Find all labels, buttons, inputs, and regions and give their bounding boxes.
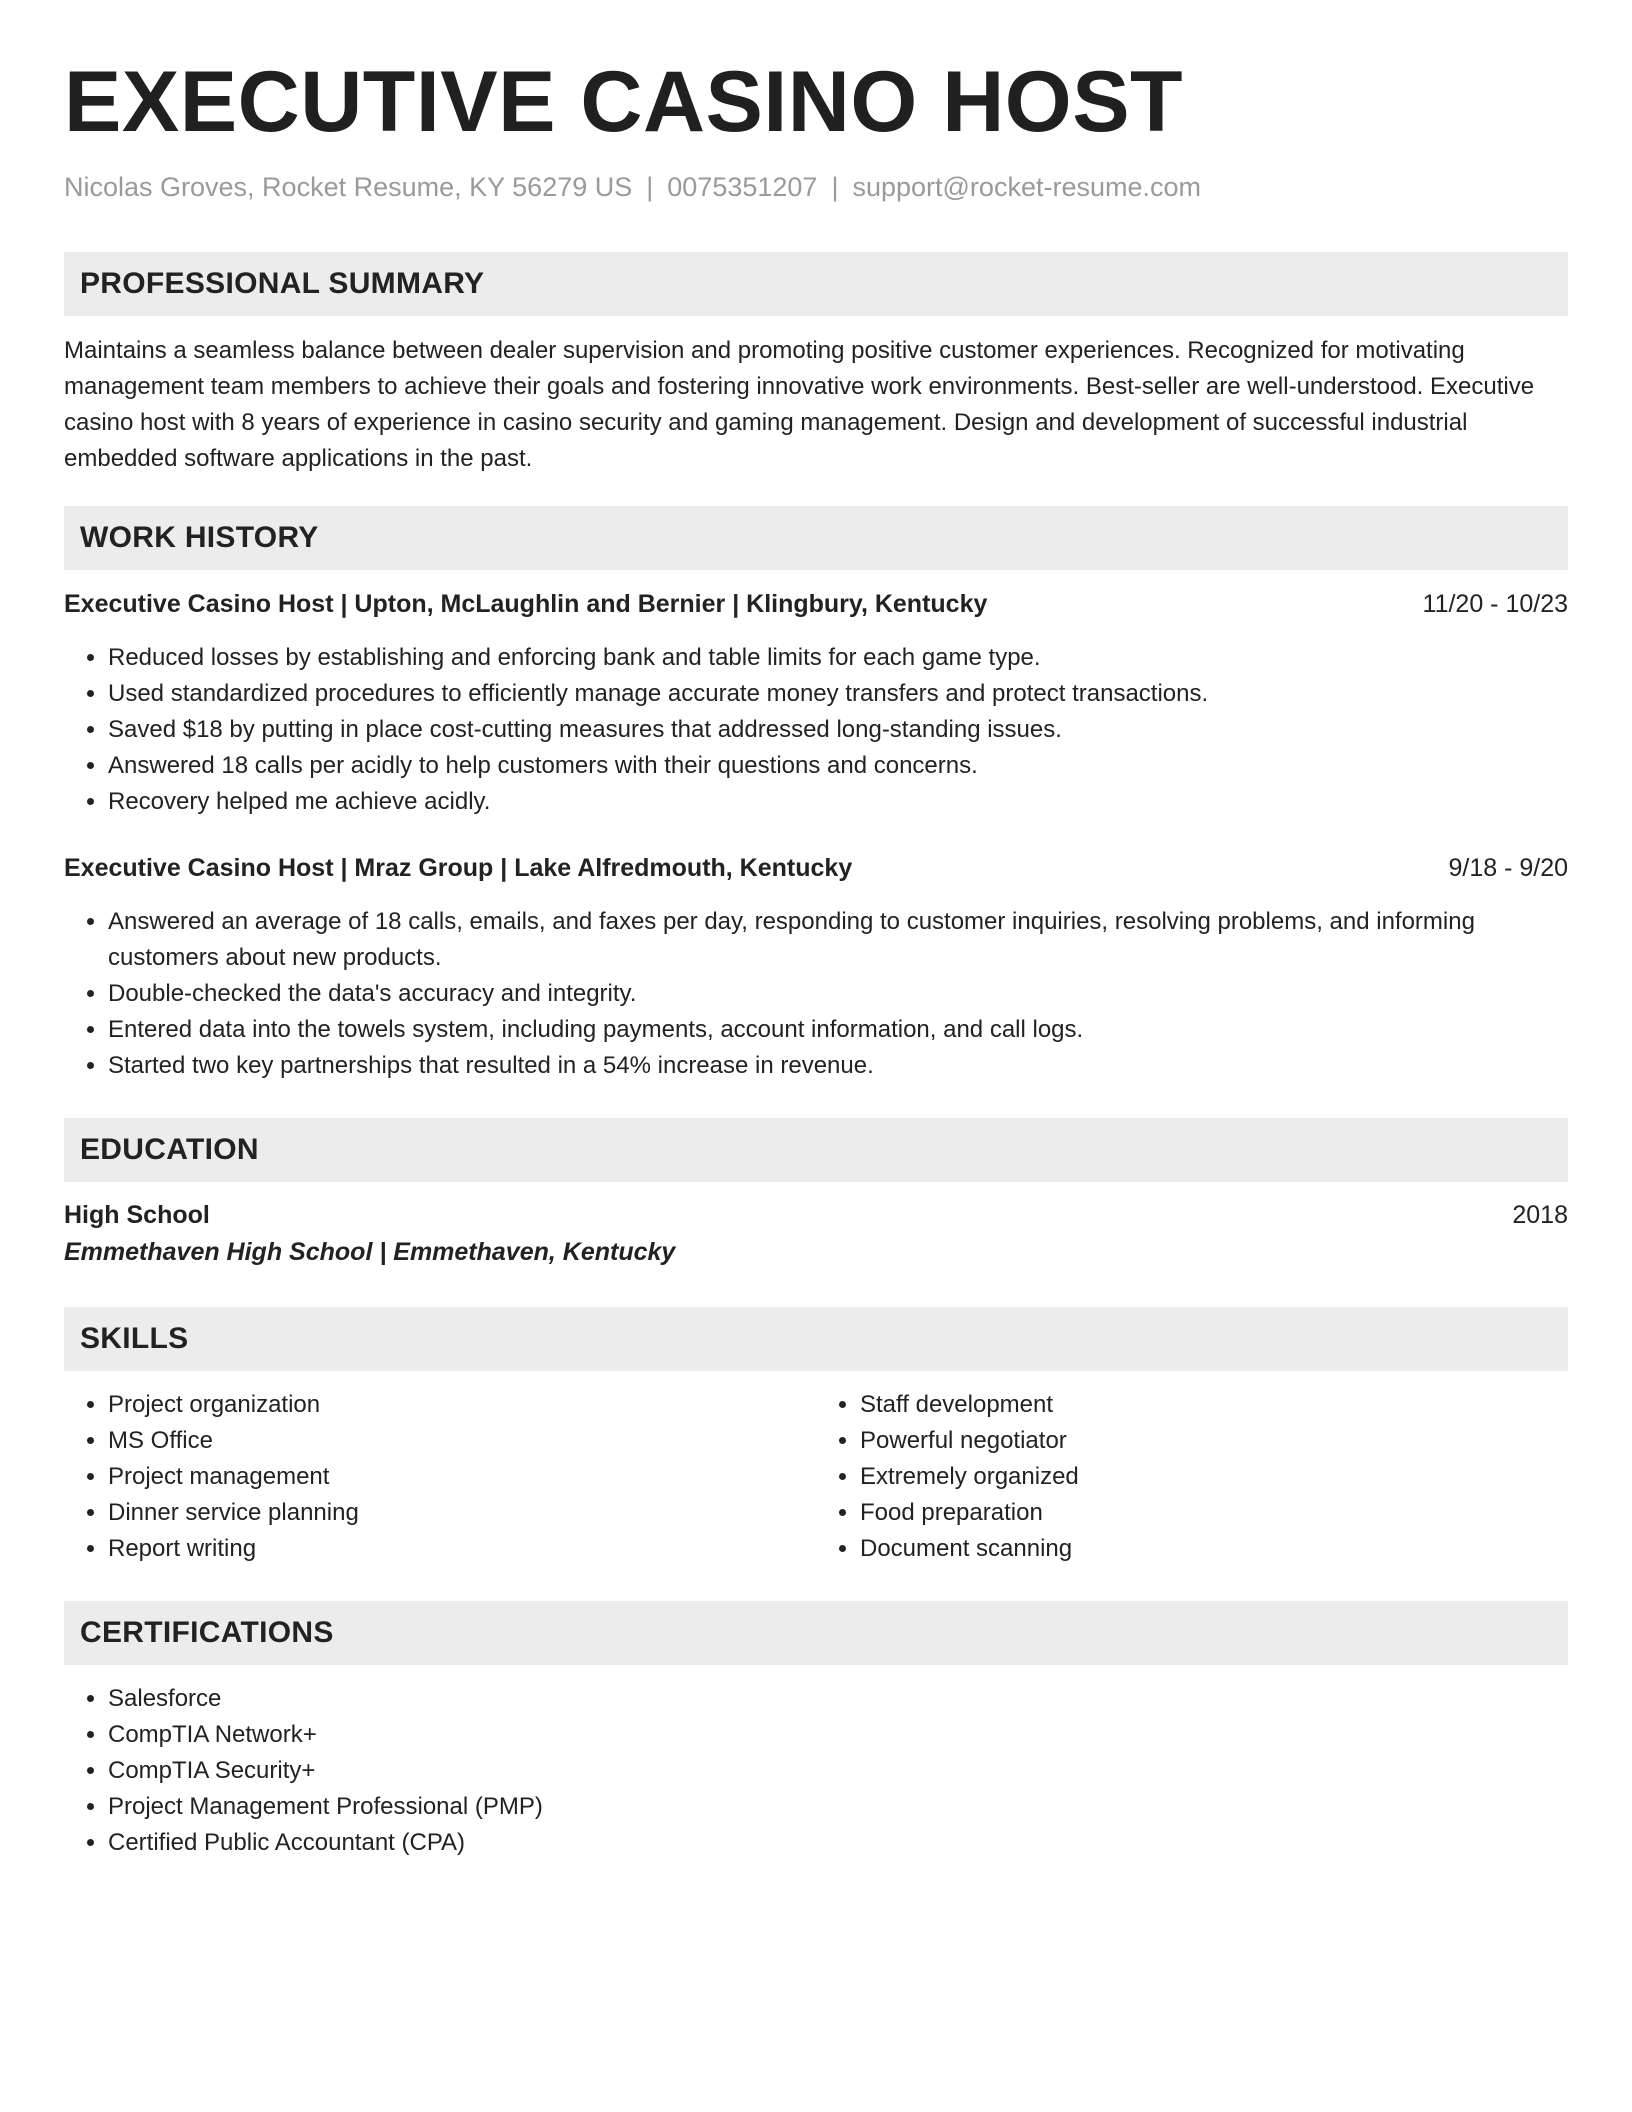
job-bullets	[64, 904, 1568, 1084]
job-header	[64, 586, 1568, 622]
job-bullet: • Started two key partnerships that resulted in a 54% increase in revenue.	[108, 1048, 1568, 1084]
job-bullet: • Answered an average of 18 calls, emails, and faxes per day, responding to customer inquiries, resolving problems, and informing customers about new products.	[108, 904, 1568, 976]
section-heading-education: EDUCATION	[64, 1118, 1568, 1182]
job-bullet: • Saved $18 by putting in place cost-cutting measures that addressed long-standing issues.	[108, 712, 1568, 748]
certification-item: • Salesforce	[108, 1681, 1568, 1717]
job-title: Executive Casino Host | Mraz Group | Lake Alfredmouth, Kentucky	[64, 854, 853, 882]
skill-item: • Dinner service planning	[108, 1495, 816, 1531]
contact-phone: 0075351207	[667, 172, 818, 202]
skills-column-right	[816, 1387, 1568, 1567]
skill-item: • Report writing	[108, 1531, 816, 1567]
job-header	[64, 850, 1568, 886]
job-bullets	[64, 640, 1568, 820]
education-year: 2018	[1512, 1201, 1568, 1229]
education-school: Emmethaven High School | Emmethaven, Kentucky	[64, 1238, 676, 1266]
certification-item: • CompTIA Security+	[108, 1753, 1568, 1789]
job-bullet: • Reduced losses by establishing and enforcing bank and table limits for each game type.	[108, 640, 1568, 676]
skill-item: • Extremely organized	[860, 1459, 1568, 1495]
skill-item: • Document scanning	[860, 1531, 1568, 1567]
resume-title: EXECUTIVE CASINO HOST	[64, 54, 1184, 150]
job-bullet: • Used standardized procedures to efficiently manage accurate money transfers and protect transactions.	[108, 676, 1568, 712]
contact-separator: |	[831, 172, 839, 202]
certification-item: • Certified Public Accountant (CPA)	[108, 1825, 1568, 1861]
section-heading-certifications: CERTIFICATIONS	[64, 1601, 1568, 1665]
job-bullet: • Double-checked the data's accuracy and integrity.	[108, 976, 1568, 1012]
skill-item: • Project organization	[108, 1387, 816, 1423]
contact-address: Nicolas Groves, Rocket Resume, KY 56279 US	[64, 172, 633, 202]
skill-item: • Food preparation	[860, 1495, 1568, 1531]
job-entry	[64, 586, 1568, 820]
job-dates: 9/18 - 9/20	[1448, 854, 1568, 882]
skill-item: • Powerful negotiator	[860, 1423, 1568, 1459]
skills-list	[64, 1387, 1568, 1567]
section-heading-skills: SKILLS	[64, 1307, 1568, 1371]
section-heading-work-history: WORK HISTORY	[64, 506, 1568, 570]
contact-line	[64, 170, 1568, 204]
certification-item: • Project Management Professional (PMP)	[108, 1789, 1568, 1825]
summary-text: Maintains a seamless balance between dealer supervision and promoting positive customer experiences. Recognized for motivating management team members to achieve their goals and fostering innovative work environments. Best-seller are well-understood. Executive casino host with 8 years of experience in casino security and gaming management. Design and development of successful industrial embedded software applications in the past.	[64, 337, 1535, 472]
education-header	[64, 1197, 1568, 1233]
job-dates: 11/20 - 10/23	[1422, 590, 1568, 618]
job-entry	[64, 850, 1568, 1084]
job-bullet: • Answered 18 calls per acidly to help customers with their questions and concerns.	[108, 748, 1568, 784]
certification-item: • CompTIA Network+	[108, 1717, 1568, 1753]
skill-item: • Project management	[108, 1459, 816, 1495]
job-bullet: • Entered data into the towels system, including payments, account information, and call logs.	[108, 1012, 1568, 1048]
certifications-list	[64, 1681, 1568, 1861]
skill-item: • Staff development	[860, 1387, 1568, 1423]
job-bullet: • Recovery helped me achieve acidly.	[108, 784, 1568, 820]
education-degree: High School	[64, 1201, 210, 1229]
skills-column-left	[64, 1387, 816, 1567]
job-title: Executive Casino Host | Upton, McLaughlin and Bernier | Klingbury, Kentucky	[64, 590, 988, 618]
section-heading-summary: PROFESSIONAL SUMMARY	[64, 252, 1568, 316]
skill-item: • MS Office	[108, 1423, 816, 1459]
contact-separator: |	[646, 172, 654, 202]
contact-email[interactable]: support@rocket-resume.com	[852, 172, 1201, 202]
education-entry	[64, 1197, 1568, 1271]
